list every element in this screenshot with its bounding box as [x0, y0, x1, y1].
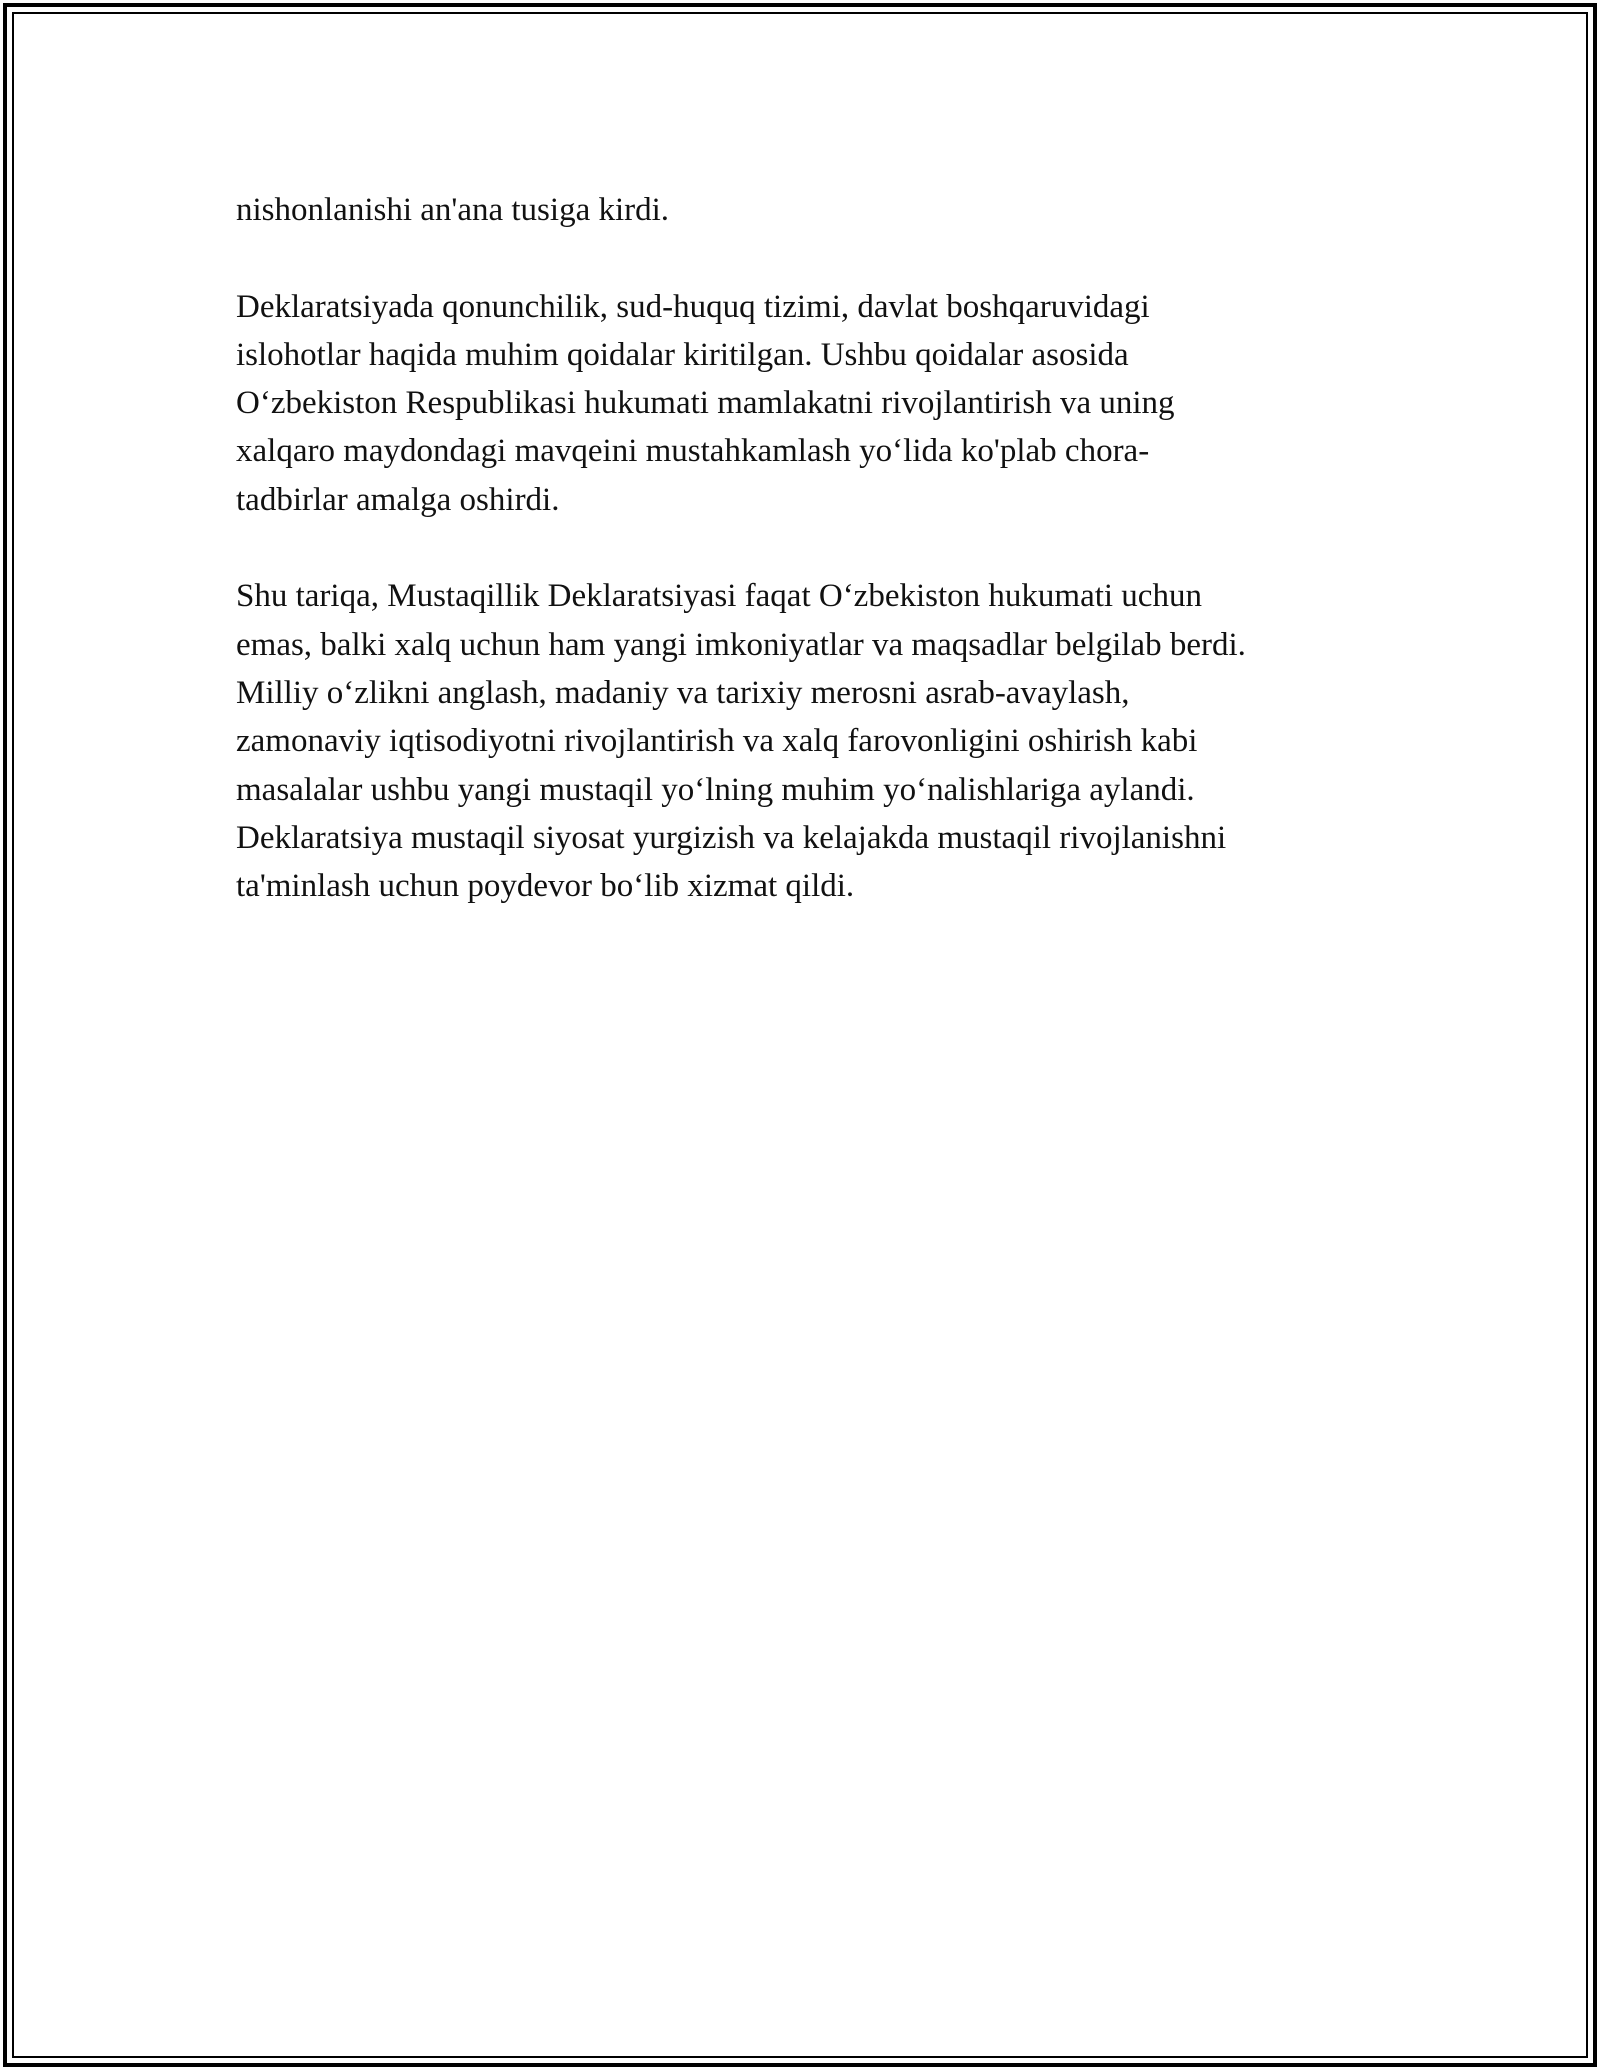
text-line: islohotlar haqida muhim qoidalar kiritilgan. Ushbu qoidalar asosida [236, 336, 1129, 373]
paragraph-2 [236, 283, 1396, 524]
document-body [236, 186, 1396, 959]
text-line: xalqaro maydondagi mavqeini mustahkamlash yo‘lida ko'plab chora- [236, 433, 1150, 470]
text-line: Milliy o‘zlikni anglash, madaniy va tarixiy merosni asrab-avaylash, [236, 674, 1130, 711]
text-line: masalalar ushbu yangi mustaqil yo‘lning muhim yo‘nalishlariga aylandi. [236, 771, 1195, 808]
text-line: Shu tariqa, Mustaqillik Deklaratsiyasi faqat O‘zbekiston hukumati uchun [236, 578, 1202, 615]
text-line: emas, balki xalq uchun ham yangi imkoniyatlar va maqsadlar belgilab berdi. [236, 626, 1246, 663]
paragraph-3 [236, 572, 1396, 910]
text-line: nishonlanishi an'ana tusiga kirdi. [236, 192, 670, 228]
text-line: O‘zbekiston Respublikasi hukumati mamlakatni rivojlantirish va uning [236, 385, 1175, 422]
text-line: Deklaratsiyada qonunchilik, sud-huquq tizimi, davlat boshqaruvidagi [236, 288, 1150, 325]
text-line: tadbirlar amalga oshirdi. [236, 481, 560, 518]
text-line: ta'minlash uchun poydevor bo‘lib xizmat qildi. [236, 868, 855, 905]
text-line: Deklaratsiya mustaqil siyosat yurgizish va kelajakda mustaqil rivojlanishni [236, 819, 1227, 856]
text-line: zamonaviy iqtisodiyotni rivojlantirish va xalq farovonligini oshirish kabi [236, 723, 1198, 760]
paragraph-1 [236, 186, 1396, 234]
